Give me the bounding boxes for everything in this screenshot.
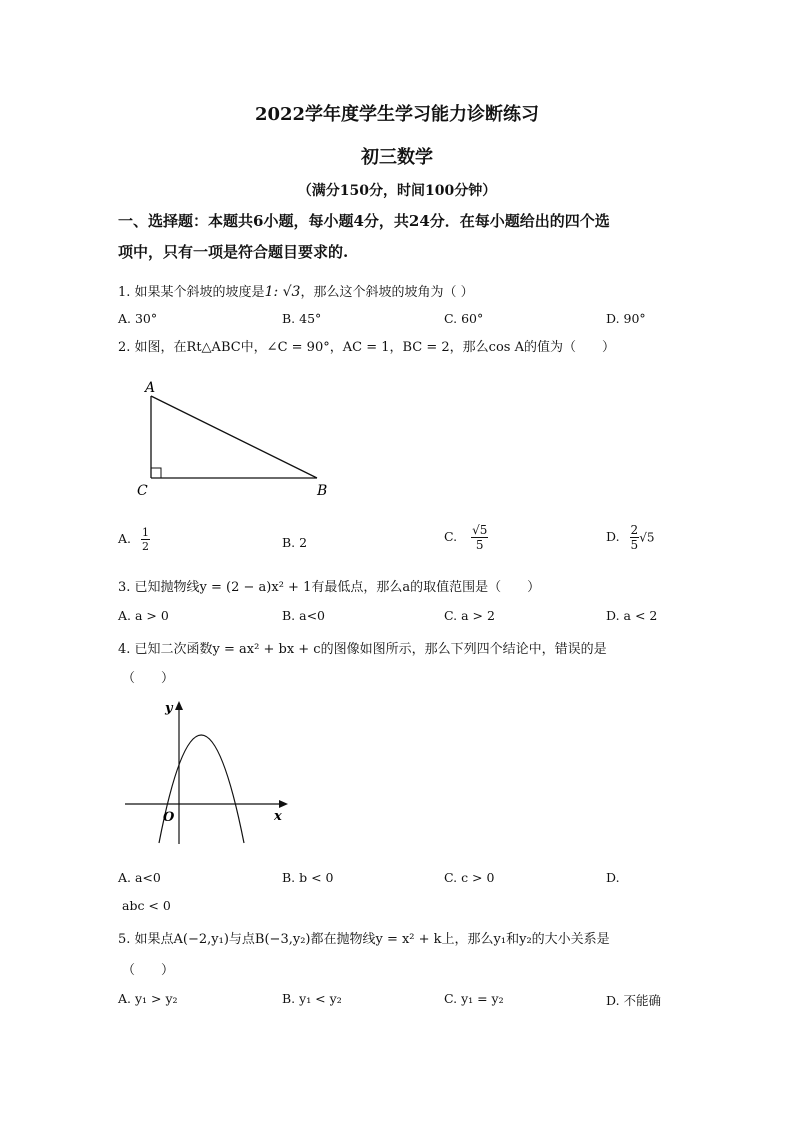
denominator: 5 (630, 538, 639, 552)
fraction (630, 524, 640, 551)
q1-option-b: B. 45° (282, 311, 322, 326)
q2-option-d (606, 524, 654, 551)
denominator: 5 (475, 538, 484, 552)
side-ab (151, 396, 317, 478)
y-axis-label: y (165, 701, 173, 716)
question-number: 1. (118, 285, 131, 300)
q4-option-d: D. (606, 870, 620, 885)
question-text: 如果某个斜坡的坡度是 (134, 285, 265, 300)
q5-option-d: D. 不能确 (606, 993, 662, 1008)
q2-option-b: B. 2 (282, 535, 308, 550)
x-axis-arrow (279, 800, 288, 808)
vertex-label-a: A (145, 380, 156, 396)
option-letter: C. (444, 529, 458, 544)
question-text: 如图，在Rt△ABC中，∠C = 90°，AC = 1，BC = 2，那么cos A的值为（ ） (134, 340, 615, 355)
q3-option-a: A. a > 0 (118, 608, 169, 623)
subject-title: 初三数学 (361, 147, 433, 168)
right-angle-mark (151, 468, 161, 478)
q2-option-c (444, 524, 488, 551)
q3-option-d: D. a < 2 (606, 608, 658, 623)
page-title: 2022学年度学生学习能力诊断练习 (254, 104, 540, 125)
option-letter: D. (606, 529, 620, 544)
question-1-stem (118, 281, 474, 300)
parabola-curve (159, 735, 244, 843)
question-5-stem (118, 928, 610, 947)
q4-option-d-continued: abc < 0 (122, 898, 171, 913)
exam-meta: （满分150分，时间100分钟） (297, 183, 497, 199)
question-number: 4. (118, 642, 131, 657)
question-number: 5. (118, 932, 131, 947)
sqrt-term: √5 (639, 530, 655, 545)
fraction (141, 527, 150, 552)
triangle-figure (130, 372, 340, 502)
y-axis-arrow (175, 701, 183, 710)
x-axis-label: x (274, 809, 282, 824)
slope-ratio: 1: √3 (264, 284, 301, 300)
question-text: 已知二次函数y = ax² + bx + c的图像如图所示，那么下列四个结论中，错误的是 (134, 642, 607, 657)
parabola-graph (118, 694, 298, 854)
section-heading-line2: 项中，只有一项是符合题目要求的. (118, 243, 349, 261)
q4-option-a: A. a<0 (118, 870, 161, 885)
q1-option-a: A. 30° (118, 311, 158, 326)
option-letter: A. (118, 531, 132, 546)
q5-option-a: A. y₁ > y₂ (118, 991, 178, 1006)
question-2-stem (118, 336, 615, 355)
vertex-label-b: B (317, 483, 328, 499)
question-3-stem (118, 576, 540, 595)
denominator: 2 (142, 540, 149, 553)
q3-option-b: B. a<0 (282, 608, 326, 623)
question-number: 3. (118, 580, 131, 595)
vertex-label-c: C (137, 483, 148, 499)
q5-option-b: B. y₁ < y₂ (282, 991, 342, 1006)
numerator: 1 (142, 526, 149, 539)
q1-option-d: D. 90° (606, 311, 646, 326)
question-text: 如果点A(−2,y₁)与点B(−3,y₂)都在抛物线y = x² + k上，那么y₁和y₂的大小关系是 (134, 932, 610, 947)
q4-option-b: B. b < 0 (282, 870, 334, 885)
question-4-stem (118, 638, 607, 657)
q4-option-c: C. c > 0 (444, 870, 495, 885)
question-number: 2. (118, 340, 131, 355)
q5-option-c: C. y₁ = y₂ (444, 991, 504, 1006)
numerator: 2 (630, 523, 639, 537)
numerator: √5 (472, 523, 488, 537)
question-4-paren: （ ） (122, 671, 175, 686)
origin-label: O (163, 810, 175, 825)
question-5-paren: （ ） (122, 963, 175, 978)
q3-option-c: C. a > 2 (444, 608, 495, 623)
section-heading-line1: 一、选择题：本题共6小题，每小题4分，共24分．在每小题给出的四个选 (118, 212, 610, 230)
q2-option-a (118, 527, 150, 552)
fraction (471, 524, 488, 551)
q1-option-c: C. 60° (444, 311, 484, 326)
question-text: ，那么这个斜坡的坡角为（ ） (300, 285, 474, 300)
question-text: 已知抛物线y = (2 − a)x² + 1有最低点，那么a的取值范围是（ ） (134, 580, 541, 595)
